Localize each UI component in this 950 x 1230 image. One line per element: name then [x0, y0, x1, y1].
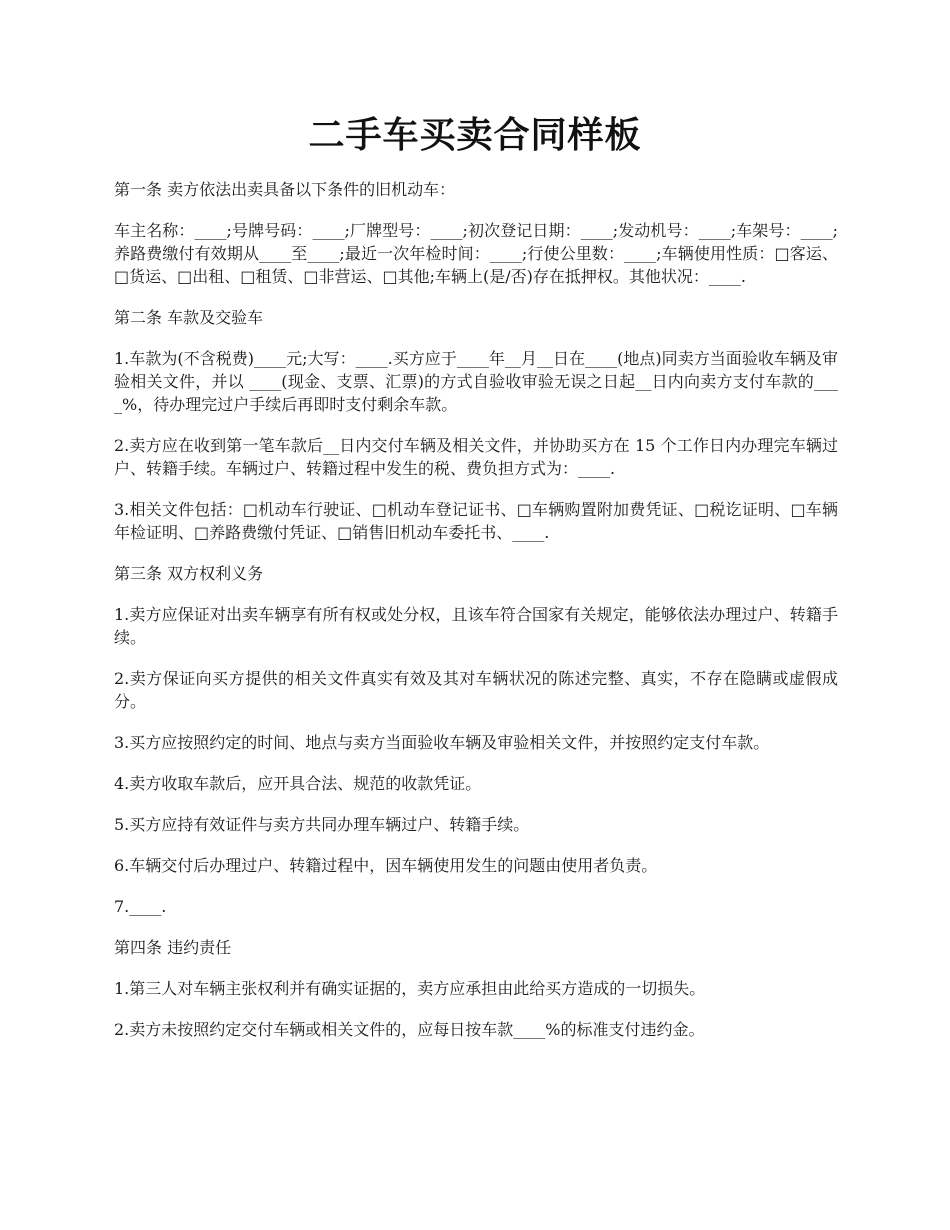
article-3-clause-3: 3.买方应按照约定的时间、地点与卖方当面验收车辆及审验相关文件，并按照约定支付车款。	[114, 733, 770, 752]
article-4-clause-1: 1.第三人对车辆主张权利并有确实证据的，卖方应承担由此给买方造成的一切损失。	[114, 979, 706, 998]
article-3-clause-6: 6.车辆交付后办理过户、转籍过程中，因车辆使用发生的问题由使用者负责。	[114, 856, 658, 875]
article-2-heading: 第二条 车款及交验车	[114, 308, 264, 327]
document-body	[114, 178, 838, 1059]
article-3-heading: 第三条 双方权利义务	[114, 564, 264, 583]
article-2-clause-1: 1.车款为(不含税费)____元;大写：____.买方应于____年__月__日在____(地点)同卖方当面验收车辆及审验相关文件，并以 ____(现金、支票、汇票)的方式自验收审验无误之日起__日内向卖方支付车款的____%，待办理完过户手续后再即时支付剩余车款。	[114, 349, 838, 414]
article-3-clause-2: 2.卖方保证向买方提供的相关文件真实有效及其对车辆状况的陈述完整、真实，不存在隐瞒或虚假成分。	[114, 669, 838, 711]
article-3-clause-5: 5.买方应持有效证件与卖方共同办理车辆过户、转籍手续。	[114, 815, 530, 834]
article-3-clause-7: 7.____.	[114, 897, 167, 916]
vehicle-info-paragraph: 车主名称：____;号牌号码：____;厂牌型号：____;初次登记日期：____;发动机号：____;车架号：____;养路费缴付有效期从____至____;最近一次年检时间：____;行使公里数：____;车辆使用性质：□客运、□货运、□出租、□租赁、□非营运、□其他;车辆上(是/否)存在抵押权。其他状况：____.	[114, 221, 838, 286]
article-1-heading: 第一条 卖方依法出卖具备以下条件的旧机动车：	[114, 180, 456, 199]
article-3-clause-1: 1.卖方应保证对出卖车辆享有所有权或处分权，且该车符合国家有关规定，能够依法办理过户、转籍手续。	[114, 605, 838, 647]
article-2-clause-3: 3.相关文件包括：□机动车行驶证、□机动车登记证书、□车辆购置附加费凭证、□税讫证明、□车辆年检证明、□养路费缴付凭证、□销售旧机动车委托书、____.	[114, 500, 838, 542]
document-title: 二手车买卖合同样板	[308, 115, 642, 156]
article-2-clause-2: 2.卖方应在收到第一笔车款后__日内交付车辆及相关文件，并协助买方在 15 个工作日内办理完车辆过户、转籍手续。车辆过户、转籍过程中发生的税、费负担方式为：____.	[114, 436, 838, 478]
article-3-clause-4: 4.卖方收取车款后，应开具合法、规范的收款凭证。	[114, 774, 482, 793]
article-4-clause-2: 2.卖方未按照约定交付车辆或相关文件的，应每日按车款____%的标准支付违约金。	[114, 1020, 705, 1039]
article-4-heading: 第四条 违约责任	[114, 938, 232, 957]
